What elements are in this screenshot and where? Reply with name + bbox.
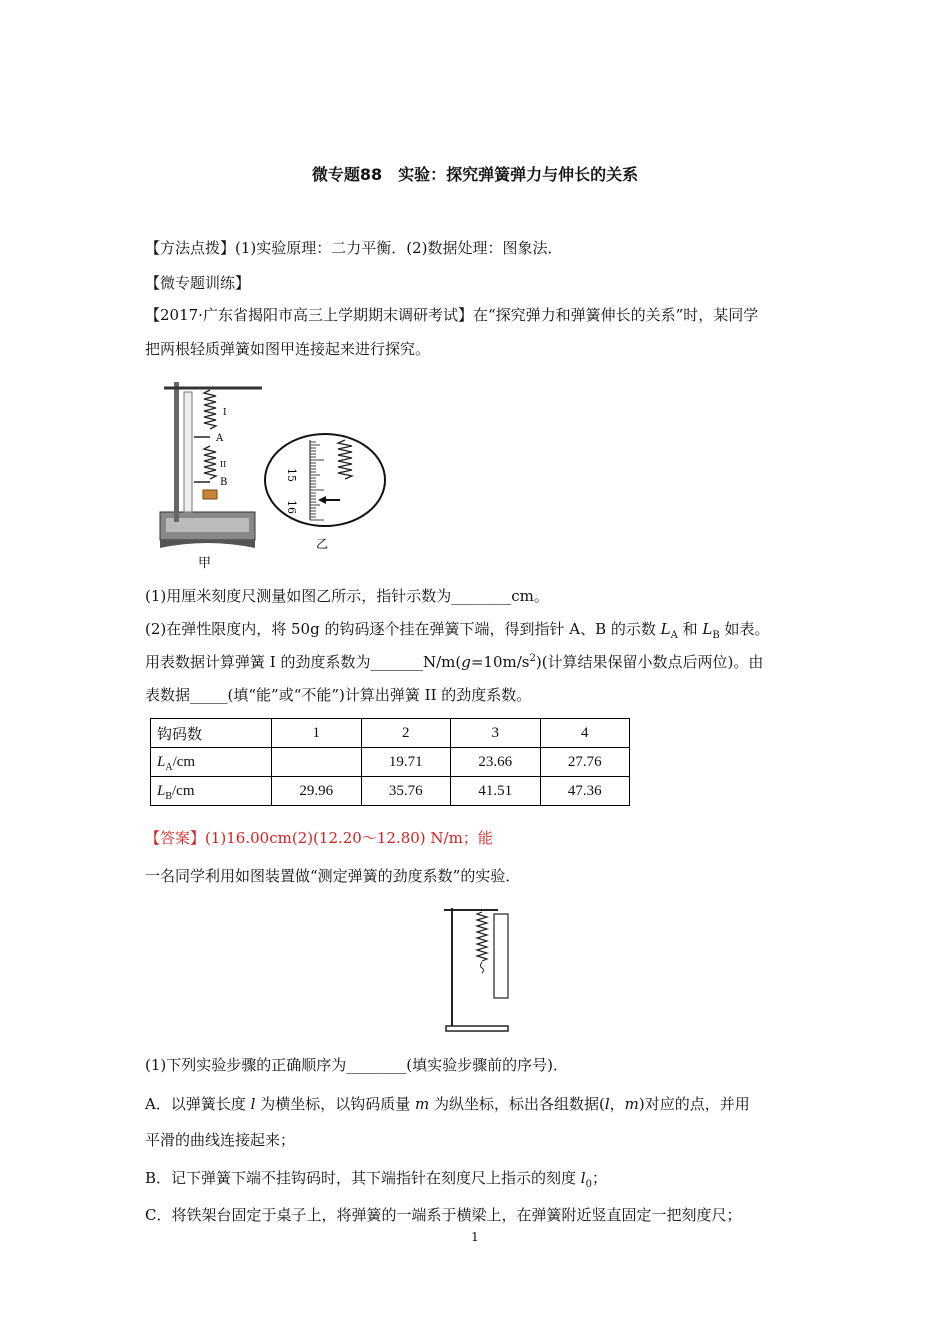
zoom-spring [338, 440, 352, 479]
spring-II [204, 446, 216, 479]
zoom-yi [265, 434, 385, 551]
q1-part2-line2-a: 用表数据计算弹簧 I 的劲度系数为_______N/m( [145, 653, 462, 671]
step-B [145, 1168, 607, 1188]
step-C: C．将铁架台固定于桌子上，将弹簧的一端系于横梁上，在弹簧附近竖直固定一把刻度尺； [145, 1206, 742, 1224]
row-label-sub: A [165, 761, 173, 773]
zoom-lens [265, 434, 385, 526]
symbol-l: l [604, 1095, 610, 1113]
ruler [184, 392, 192, 512]
table-cell: 29.96 [272, 777, 362, 806]
table-cell [272, 748, 362, 777]
table-cell: 47.36 [540, 777, 630, 806]
row-label-unit: /cm [172, 753, 196, 770]
stepA-text-b: 为横坐标，以钩码质量 [255, 1095, 415, 1113]
row-label-LB [151, 777, 272, 806]
pointer-A-label: A [216, 433, 224, 444]
hook-weight [203, 490, 217, 499]
symbol-m: m [414, 1095, 430, 1113]
label-jia: 甲 [198, 556, 212, 570]
q1-part1: (1)用厘米刻度尺测量如图乙所示，指针示数为________cm。 [145, 587, 549, 605]
q1-part2-line3: 表数据_____(填“能”或“不能”)计算出弹簧 II 的劲度系数。 [145, 686, 532, 704]
row-label-symbol: L [157, 782, 166, 799]
row-label-symbol: L [157, 753, 166, 770]
table-cell: 35.76 [361, 777, 451, 806]
pointer-B-label: B [220, 477, 228, 488]
stand2-spring [477, 912, 487, 961]
q2-part1: (1)下列实验步骤的正确顺序为________(填实验步骤前的序号)． [145, 1056, 568, 1074]
table-header-cell: 1 [272, 719, 362, 748]
symbol-LB-sub: B [712, 630, 720, 641]
table-cell: 27.76 [540, 748, 630, 777]
table-header-cell: 2 [361, 719, 451, 748]
symbol-l0: l [580, 1169, 586, 1187]
stepA-text-c: 为纵坐标，标出各组数据( [429, 1095, 605, 1113]
table-row [151, 777, 630, 806]
apparatus-jia [160, 382, 262, 570]
method-hint: 【方法点拨】(1)实验原理：二力平衡．(2)数据处理：图象法． [145, 239, 563, 257]
symbol-LB: L [702, 620, 713, 638]
symbol-g: g [461, 653, 471, 671]
zoom-pointer-head [318, 496, 326, 504]
symbol-l0-sub: 0 [585, 1179, 592, 1190]
stand2-hook [481, 962, 484, 973]
q1-part2-text-end: 如表。 [719, 620, 770, 638]
page-title: 微专题88 实验：探究弹簧弹力与伸长的关系 [311, 165, 639, 184]
q1-intro-line1: 【2017·广东省揭阳市高三上学期期末调研考试】在“探究弹力和弹簧伸长的关系”时，某同学 [145, 306, 759, 324]
stand-base-foot [160, 540, 255, 548]
row-label-LA [151, 748, 272, 777]
figure-spring-apparatus [150, 370, 400, 570]
training-header: 【微专题训练】 [145, 274, 251, 292]
step-A-line2: 平滑的曲线连接起来； [145, 1131, 296, 1149]
stepA-text-d: )对应的点，并用 [638, 1095, 750, 1113]
spring-I [204, 390, 216, 429]
table-header-cell: 3 [451, 719, 541, 748]
stepA-comma: ， [609, 1095, 625, 1113]
ruler-15-label: 15 [285, 468, 298, 482]
row-label-unit: /cm [172, 782, 195, 799]
q1-part2-line2 [145, 652, 763, 672]
spring-II-label: II [220, 460, 227, 469]
stand2-base [446, 1026, 508, 1031]
stand-rod [174, 382, 179, 522]
row-label-sub: B [165, 790, 173, 802]
stepB-end: ； [591, 1169, 607, 1187]
answer-line: 【答案】(1)16.00cm(2)(12.20～12.80) N/m；能 [145, 829, 493, 847]
spring-I-label: I [223, 408, 227, 418]
symbol-LA-sub: A [670, 630, 678, 641]
ruler-16-label: 16 [285, 500, 298, 514]
table-header-cell: 4 [540, 719, 630, 748]
stepA-text-a: A．以弹簧长度 [145, 1095, 251, 1113]
table-cell: 41.51 [451, 777, 541, 806]
q2-intro: 一名同学利用如图装置做“测定弹簧的劲度系数”的实验． [145, 867, 521, 885]
table-cell: 19.71 [361, 748, 451, 777]
table-header-label: 钩码数 [151, 719, 272, 748]
q1-part2-line1 [145, 619, 770, 639]
figure-stand [440, 900, 520, 1036]
table-cell: 23.66 [451, 748, 541, 777]
symbol-m: m [624, 1095, 639, 1113]
step-A-line1 [145, 1094, 750, 1114]
unit-superscript: 2 [529, 653, 536, 664]
data-table [150, 718, 630, 806]
q1-part2-line2-b: =10m/s [470, 653, 530, 671]
symbol-LA: L [660, 620, 671, 638]
page-number: 1 [471, 1230, 479, 1244]
table-header-row [151, 719, 630, 748]
stand2-ruler [494, 914, 508, 998]
table-row [151, 748, 630, 777]
q1-intro-line2: 把两根轻质弹簧如图甲连接起来进行探究。 [145, 340, 431, 358]
zoom-ruler-ticks [310, 442, 324, 520]
q1-part2-line2-c: )(计算结果保留小数点后两位)。由 [535, 653, 764, 671]
q1-part2-text-a: (2)在弹性限度内，将 50g 的钩码逐个挂在弹簧下端，得到指针 A、B 的示数 [145, 620, 661, 638]
stepB-text: B．记下弹簧下端不挂钩码时，其下端指针在刻度尺上指示的刻度 [145, 1169, 581, 1187]
label-yi: 乙 [316, 537, 329, 551]
symbol-l: l [250, 1095, 256, 1113]
q1-part2-text-mid: 和 [677, 620, 703, 638]
